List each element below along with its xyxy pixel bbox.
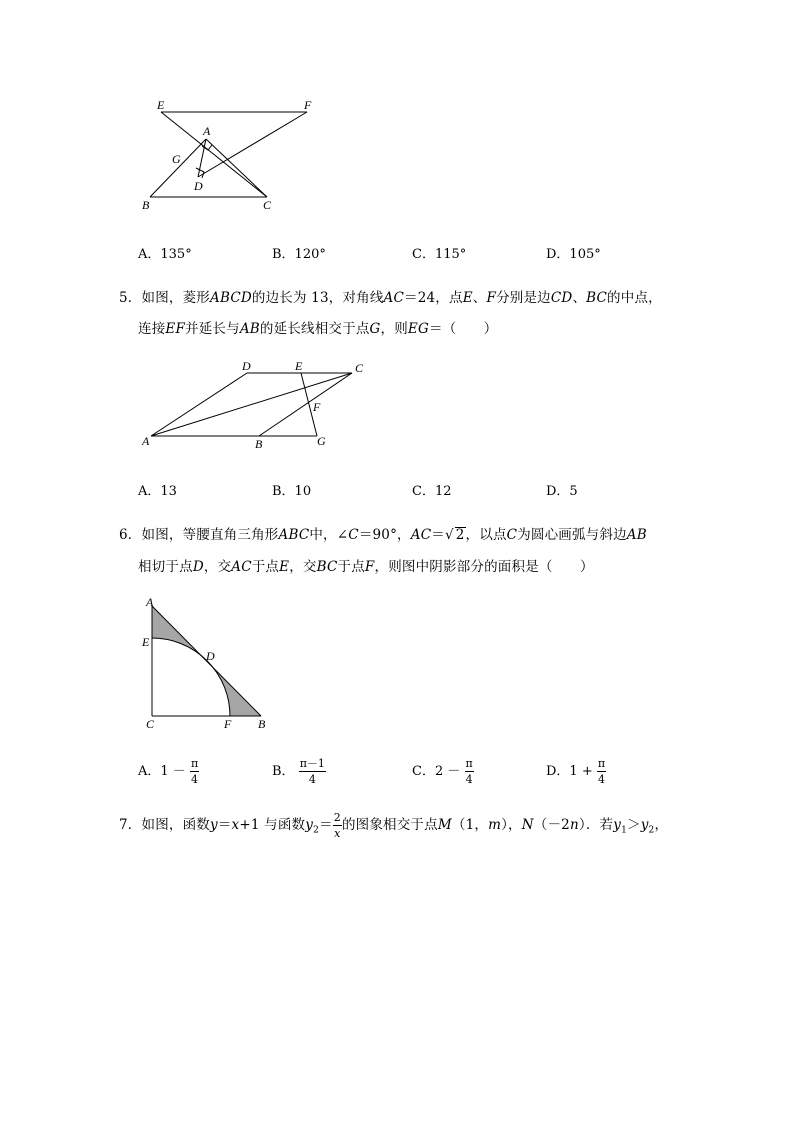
fraction-numerator: π－1 <box>299 757 325 770</box>
q6-var: C <box>348 527 359 543</box>
fig5-label-B: B <box>255 437 263 451</box>
fig6-label-E: E <box>142 635 150 649</box>
q5-choice-c[interactable]: C．12 <box>412 484 452 499</box>
q6-choice-d-fraction <box>597 758 606 785</box>
q5-var: EG <box>407 321 429 337</box>
fraction-numerator: π <box>597 757 606 770</box>
q6-text: 相切于点 <box>138 559 193 575</box>
fraction-denominator: x <box>334 827 341 840</box>
fig6-label-F: F <box>224 717 232 731</box>
q6-text: 为圆心画弧与斜边 <box>517 527 627 543</box>
fraction-denominator: 4 <box>191 773 199 786</box>
figure-q5-svg <box>135 355 375 455</box>
q7-text: ）， <box>501 817 522 833</box>
q5-text: 的中点， <box>607 290 662 306</box>
q7-subscript: 2 <box>648 825 655 836</box>
q5-text: 的延长线相交于点 <box>259 321 370 337</box>
q6-text: ，以点 <box>465 527 507 543</box>
q7-text: 的图象相交于点 <box>341 817 438 833</box>
fig6-label-C: C <box>146 717 155 731</box>
q6-text: 如图，等腰直角三角形 <box>141 527 279 543</box>
q4-choice-c[interactable]: C．115° <box>412 247 467 262</box>
fig4-label-B: B <box>142 198 150 212</box>
q7-line-1 <box>119 812 668 839</box>
q5-text: 并延长与 <box>185 321 240 337</box>
q6-text: 于点 <box>337 559 365 575</box>
q5-number: 5． <box>119 290 142 306</box>
fraction-numerator: 2 <box>333 811 341 824</box>
fig4-label-D: D <box>194 179 203 193</box>
fig5-label-D: D <box>242 359 251 373</box>
q5-choice-b[interactable]: B．10 <box>272 484 312 499</box>
q7-text: +1 与函数 <box>239 817 306 833</box>
q5-text: 分别是边 <box>496 290 551 306</box>
q6-var: E <box>279 559 290 575</box>
q7-var: M <box>437 817 452 833</box>
fig4-label-F: F <box>304 98 312 112</box>
q7-var: n <box>569 817 579 833</box>
q6-text: ，则图中阴影部分的面积是（ ） <box>374 559 594 575</box>
q4-choice-d[interactable]: D．105° <box>546 247 601 262</box>
q6-var: F <box>364 559 375 575</box>
q7-var: y <box>210 817 218 833</box>
q7-number: 7． <box>119 817 142 833</box>
q7-text: （1， <box>451 817 489 833</box>
q6-choice-c-label: C．2 － <box>412 764 461 779</box>
fraction-denominator: 4 <box>308 773 316 786</box>
q6-var: AB <box>626 527 647 543</box>
q7-fraction <box>333 812 342 839</box>
q7-var: N <box>521 817 534 833</box>
q5-text: 的边长为 13，对角线 <box>251 290 384 306</box>
fig5-label-F: F <box>313 400 321 414</box>
q6-text: ，交 <box>289 559 317 575</box>
fraction-numerator: π <box>190 757 199 770</box>
q5-text: ＝24，点 <box>404 290 463 306</box>
figure-q6 <box>138 592 278 737</box>
fig5-label-G: G <box>317 434 326 448</box>
q6-text: 于点 <box>251 559 280 575</box>
q7-var: y <box>305 817 314 833</box>
q4-choice-b[interactable]: B．120° <box>272 247 326 262</box>
q5-var: E <box>462 290 473 306</box>
q6-text: ，交 <box>203 559 232 575</box>
q6-text: 中，∠ <box>309 527 349 543</box>
q6-var: AC <box>231 559 252 575</box>
q5-text: 、 <box>472 290 487 306</box>
q5-choice-d[interactable]: D．5 <box>546 484 578 499</box>
q5-line-2 <box>138 317 497 337</box>
q5-text: 如图，菱形 <box>141 290 210 306</box>
q6-choice-d[interactable] <box>546 758 606 785</box>
q6-choice-c[interactable] <box>412 758 474 785</box>
q5-var: F <box>486 290 497 306</box>
fig5-label-C: C <box>355 361 364 375</box>
figure-q4-svg <box>130 95 320 220</box>
q7-text: （－2 <box>533 817 570 833</box>
q5-choice-a[interactable]: A．13 <box>138 484 177 499</box>
q7-var: y <box>640 817 649 833</box>
q6-sqrt: 2 <box>455 527 465 543</box>
fraction-denominator: 4 <box>597 773 605 786</box>
q6-choice-c-fraction <box>465 758 474 785</box>
figure-q6-svg <box>138 592 278 737</box>
fraction-numerator: π <box>465 757 473 770</box>
fig6-label-B: B <box>258 717 266 731</box>
q7-text: ＝ <box>217 817 232 833</box>
q5-var: ABCD <box>210 290 252 306</box>
fig4-label-E: E <box>157 98 165 112</box>
q6-number: 6． <box>119 527 142 543</box>
fig4-label-C: C <box>263 198 272 212</box>
q7-text: ）．若 <box>578 817 614 833</box>
q6-choice-b-fraction <box>299 758 326 785</box>
q5-line-1 <box>119 286 662 306</box>
q5-var: AB <box>239 321 260 337</box>
q5-text: 、 <box>572 290 587 306</box>
q5-text: 连接 <box>138 321 166 337</box>
fig4-label-G: G <box>172 152 181 166</box>
fig6-label-A: A <box>146 595 154 609</box>
q5-var: BC <box>586 290 608 306</box>
figure-q5 <box>135 355 375 455</box>
q6-var: ABC <box>278 527 310 543</box>
q7-var: m <box>488 817 502 833</box>
q5-text: ，则 <box>380 321 408 337</box>
q6-text: ＝ <box>431 527 445 543</box>
q6-choice-a-label: A．1 － <box>138 764 186 779</box>
q5-var: EF <box>165 321 186 337</box>
q6-choice-b-label: B． <box>272 764 295 779</box>
q7-var: y <box>613 817 622 833</box>
fig5-label-E: E <box>295 359 303 373</box>
q7-subscript: 1 <box>621 825 627 836</box>
q5-var: CD <box>550 290 573 306</box>
fig6-label-D: D <box>206 649 215 663</box>
q6-choice-a[interactable] <box>138 758 199 785</box>
q7-subscript: 2 <box>313 825 320 836</box>
figure-q4 <box>130 95 320 220</box>
q5-text: ＝（ ） <box>428 321 498 337</box>
q6-var: D <box>192 559 204 575</box>
q6-var: C <box>506 527 518 543</box>
fraction-denominator: 4 <box>465 773 473 786</box>
q6-var: AC <box>410 527 432 543</box>
q7-text: ＝ <box>319 817 333 833</box>
q6-choice-a-fraction <box>190 758 199 785</box>
q7-text: ， <box>654 817 669 833</box>
q6-line-2 <box>138 555 594 575</box>
q4-choice-a[interactable]: A．135° <box>138 247 192 262</box>
q6-choice-d-label: D．1 + <box>546 764 593 779</box>
fig5-label-A: A <box>142 434 150 448</box>
q6-choice-b[interactable] <box>272 758 326 785</box>
q6-text: ＝90°， <box>358 527 411 543</box>
fig4-label-A: A <box>203 124 211 138</box>
q5-var: G <box>369 321 381 337</box>
q6-line-1: 6．如图，等腰直角三角形ABC中，∠C＝90°，AC＝√ 2，以点C为圆心画弧与斜边AB <box>119 527 647 543</box>
q7-var: x <box>231 817 240 833</box>
q6-var: BC <box>316 559 338 575</box>
q7-text: ＞ <box>627 817 641 833</box>
q7-text: 如图，函数 <box>141 817 210 833</box>
q5-var: AC <box>383 290 405 306</box>
